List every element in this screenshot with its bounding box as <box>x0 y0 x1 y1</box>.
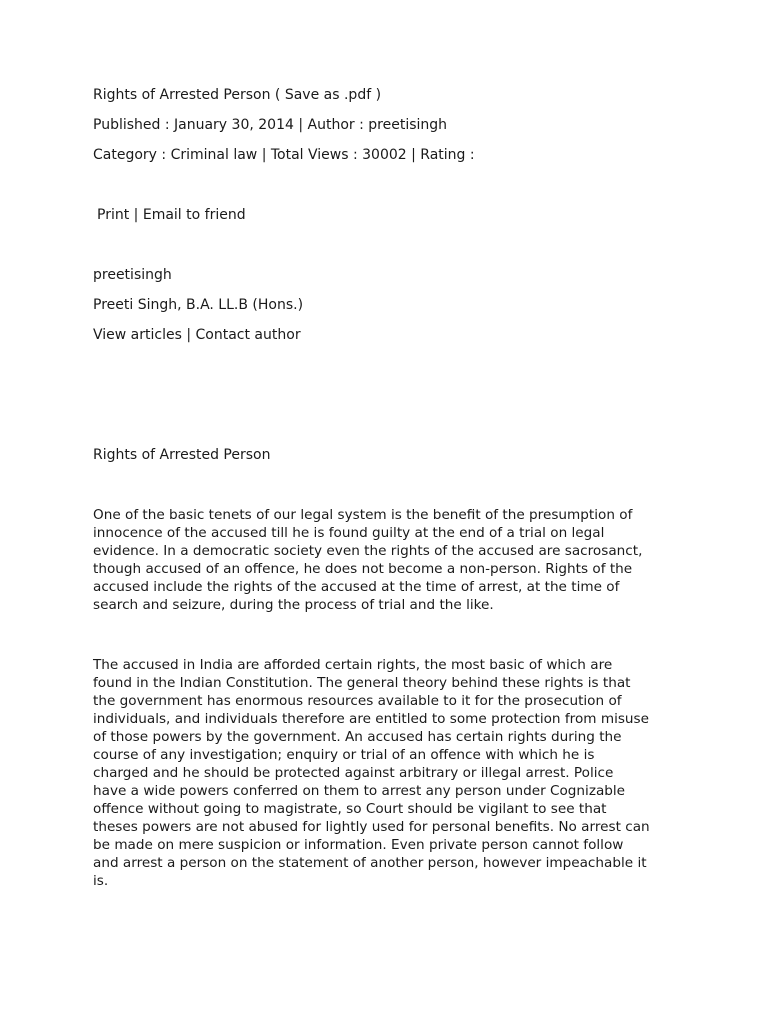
paragraph-line: and arrest a person on the statement of another person, however impeachable it <box>93 855 647 871</box>
paragraph-line: though accused of an offence, he does not become a non-person. Rights of the <box>93 561 633 577</box>
paragraph-1 <box>93 506 681 614</box>
paragraph-line: theses powers are not abused for lightly used for personal benefits. No arrest can <box>93 819 650 835</box>
article-title: Rights of Arrested Person ( Save as .pdf ) <box>93 87 382 103</box>
paragraph-line: the government has enormous resources available to it for the prosecution of <box>93 693 622 709</box>
paragraph-line: accused include the rights of the accused at the time of arrest, at the time of <box>93 579 620 595</box>
author-username-text: preetisingh <box>93 267 172 283</box>
author-links-separator: | <box>181 327 196 343</box>
author-full-name <box>93 296 303 314</box>
share-actions <box>97 206 246 224</box>
category-label: Category : <box>93 147 171 163</box>
paragraph-line: individuals, and individuals therefore are entitled to some protection from misuse <box>93 711 649 727</box>
content-heading <box>93 446 270 464</box>
article-title-line <box>93 86 381 104</box>
content-heading-text: Rights of Arrested Person <box>93 447 271 463</box>
paragraph-line: be made on mere suspicion or information. Even private person cannot follow <box>93 837 624 853</box>
paragraph-line: One of the basic tenets of our legal system is the benefit of the presumption of <box>93 507 633 523</box>
published-line <box>93 116 447 134</box>
contact-author-link[interactable]: Contact author <box>195 327 301 343</box>
paragraph-line: found in the Indian Constitution. The general theory behind these rights is that <box>93 675 631 691</box>
author-link[interactable]: preetisingh <box>368 117 448 133</box>
paragraph-line: innocence of the accused till he is found guilty at the end of a trial on legal <box>93 525 605 541</box>
share-separator: | <box>129 207 143 223</box>
author-full-name-text: Preeti Singh, B.A. LL.B (Hons.) <box>93 297 304 313</box>
paragraph-line: The accused in India are afforded certain rights, the most basic of which are <box>93 657 613 673</box>
paragraph-line: search and seizure, during the process of trial and the like. <box>93 597 494 613</box>
view-articles-link[interactable]: View articles <box>93 327 182 343</box>
category-link[interactable]: Criminal law <box>170 147 258 163</box>
category-line <box>93 146 475 164</box>
paragraph-line: of those powers by the government. An accused has certain rights during the <box>93 729 622 745</box>
paragraph-2 <box>93 656 681 890</box>
author-username <box>93 266 172 284</box>
paragraph-line: offence without going to magistrate, so Court should be vigilant to see that <box>93 801 607 817</box>
paragraph-line: course of any investigation; enquiry or trial of an offence with which he is <box>93 747 595 763</box>
views-rating-text: | Total Views : 30002 | Rating : <box>257 147 475 163</box>
paragraph-line: charged and he should be protected against arbitrary or illegal arrest. Police <box>93 765 614 781</box>
paragraph-line: evidence. In a democratic society even the rights of the accused are sacrosanct, <box>93 543 643 559</box>
print-link[interactable]: Print <box>97 207 130 223</box>
paragraph-line: have a wide powers conferred on them to arrest any person under Cognizable <box>93 783 626 799</box>
author-links <box>93 326 301 344</box>
published-text: Published : January 30, 2014 | Author : <box>93 117 369 133</box>
paragraph-line: is. <box>93 873 109 889</box>
email-to-friend-link[interactable]: Email to friend <box>142 207 246 223</box>
